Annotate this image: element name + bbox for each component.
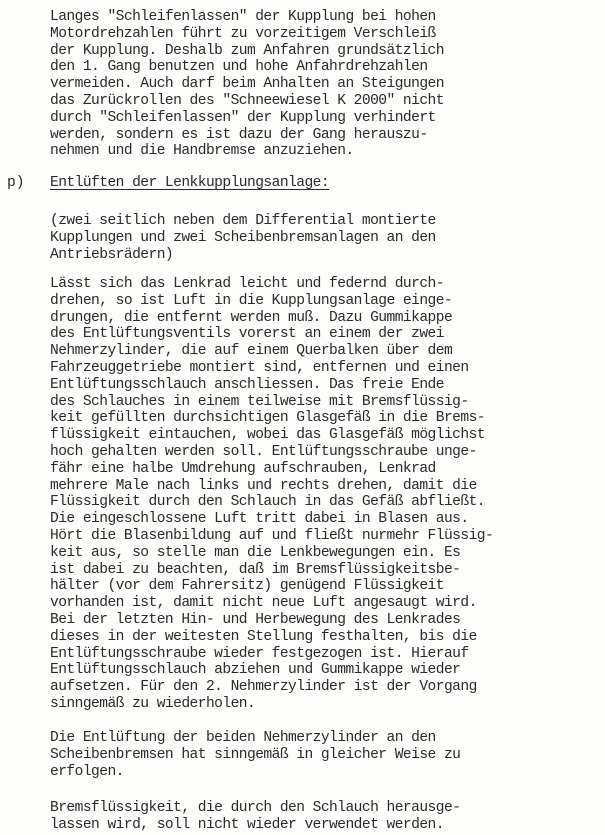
section-letter: p) — [7, 175, 25, 191]
fluid-warning-paragraph: Bremsflüssigkeit, die durch den Schlauch herausge- lassen wird, soll nicht wieder verwendet werden. — [50, 800, 461, 833]
intro-paragraph: Langes "Schleifenlassen" der Kupplung bei hohen Motordrehzahlen führt zu vorzeitigem Verschleiß der Kupplung. Deshalb zum Anfahren grundsätzlich den 1. Gang benutzen und hohe Anfahrdrehzahlen vermeiden. Auch darf beim Anhalten an Steigungen das Zurückrollen des "Schneewiesel K 2000" nicht durch "Schleifenlassen" der Kupplung verhindert werden, sondern es ist dazu der Gang herauszu- nehmen und die Handbremse anzuziehen. — [50, 9, 444, 160]
section-heading: Entlüften der Lenkkupplungsanlage: — [50, 175, 330, 191]
note-paragraph: (zwei seitlich neben dem Differential montierte Kupplungen und zwei Scheibenbremsanlagen an den Antriebsrädern) — [50, 213, 436, 263]
main-paragraph: Lässt sich das Lenkrad leicht und federnd durch- drehen, so ist Luft in die Kupplungsanlage einge- drungen, die entfernt werden muß. Dazu Gummikappe des Entlüftungsventils vorerst an einem der zwei Nehmerzylinder, die auf einem Querbalken über dem Fahrzeuggetriebe montiert sind, entfernen und einen Entlüftungsschlauch anschliessen. Das freie Ende des Schlauches in einem teilweise mit Bremsflüssig- keit gefüllten durchsichtigen Glasgefäß in die Brems- flüssigkeit eintauchen, wobei das Glasgefäß möglichst hoch gehalten werden soll. Entlüftungsschraube unge- fähr eine halbe Umdrehung aufschrauben, Lenkrad mehrere Male nach links und rechts drehen, damit die Flüssigkeit durch den Schlauch in das Gefäß abfließt. Die eingeschlossene Luft tritt dabei in Blasen aus. Hört die Blasenbildung auf und fließt nurmehr Flüssig- keit aus, so stelle man die Lenkbewegungen ein. Es ist dabei zu beachten, daß im Bremsflüssigkeitsbe- hälter (vor dem Fahrersitz) genügend Flüssigkeit vorhanden ist, damit nicht neue Luft angesaugt wird. Bei der letzten Hin- und Herbewegung des Lenkrades dieses in der weitesten Stellung festhalten, bis die Entlüftungsschraube wieder festgezogen ist. Hierauf Entlüftungsschlauch abziehen und Gummikappe wieder aufsetzen. Für den 2. Nehmerzylinder ist der Vorgang sinngemäß zu wiederholen. — [50, 276, 494, 712]
brake-bleeding-paragraph: Die Entlüftung der beiden Nehmerzylinder an den Scheibenbremsen hat sinngemäß in gleicher Weise zu erfolgen. — [50, 730, 461, 780]
